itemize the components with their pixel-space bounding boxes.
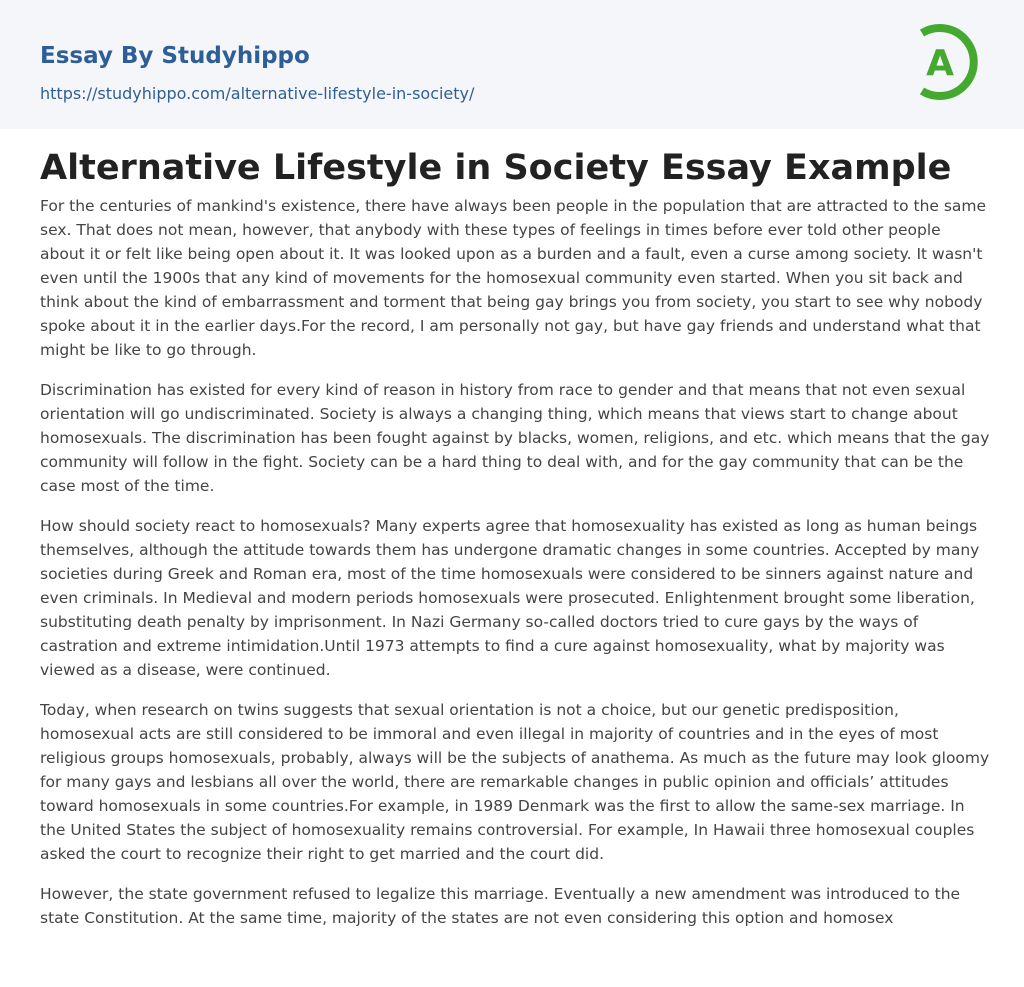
essay-paragraph: However, the state government refused to legalize this marriage. Eventually a new amendment was introduced to the state Constitution. At the same time, majority of the states are not even considering this option and homosex bbox=[40, 885, 961, 927]
essay-paragraph: Discrimination has existed for every kind of reason in history from race to gender and that means that not even sexual orientation will go undiscriminated. Society is always a changing thing, which means that views start to change about homosexuals. The discrimination has been fought against by blacks, women, religions, and etc. which means that the gay community will follow in the fight. Society can be a hard thing to deal with, and for the gay community that can be the case most of the time. bbox=[40, 381, 990, 495]
site-brand[interactable]: Essay By Studyhippo bbox=[40, 43, 310, 69]
essay-body bbox=[40, 194, 990, 934]
site-header bbox=[0, 0, 1024, 129]
essay-paragraph: For the centuries of mankind's existence, there have always been people in the population that are attracted to the same sex. That does not mean, however, that anybody with these types of feelings in times before ever told other people about it or felt like being open about it. It was looked upon as a burden and a fault, even a curse among society. It wasn't even until the 1900s that any kind of movements for the homosexual community even started. When you sit back and think about the kind of embarrassment and torment that being gay brings you from society, you start to see why nobody spoke about it in the earlier days.For the record, I am personally not gay, but have gay friends and understand what that might be like to go through. bbox=[40, 197, 987, 359]
studyhippo-logo-icon[interactable] bbox=[912, 19, 986, 105]
logo-letter: A bbox=[926, 43, 954, 84]
page-title: Alternative Lifestyle in Society Essay Example bbox=[40, 148, 952, 188]
essay-paragraph: How should society react to homosexuals? Many experts agree that homosexuality has existed as long as human beings themselves, although the attitude towards them has undergone dramatic changes in some countries. Accepted by many societies during Greek and Roman era, most of the time homosexuals were considered to be sinners against nature and even criminals. In Medieval and modern periods homosexuals were prosecuted. Enlightenment brought some liberation, substituting death penalty by imprisonment. In Nazi Germany so-called doctors tried to cure gays by the ways of castration and extreme intimidation.Until 1973 attempts to find a cure against homosexuality, what by majority was viewed as a disease, were continued. bbox=[40, 517, 980, 679]
page-url-link[interactable]: https://studyhippo.com/alternative-lifestyle-in-society/ bbox=[40, 84, 475, 103]
essay-paragraph: Today, when research on twins suggests that sexual orientation is not a choice, but our genetic predisposition, homosexual acts are still considered to be immoral and even illegal in majority of countries and in the eyes of most religious groups homosexuals, probably, always will be the subjects of anathema. As much as the future may look gloomy for many gays and lesbians all over the world, there are remarkable changes in public opinion and officials’ attitudes toward homosexuals in some countries.For example, in 1989 Denmark was the first to allow the same-sex marriage. In the United States the subject of homosexuality remains controversial. For example, In Hawaii three homosexual couples asked the court to recognize their right to get married and the court did. bbox=[40, 701, 990, 863]
